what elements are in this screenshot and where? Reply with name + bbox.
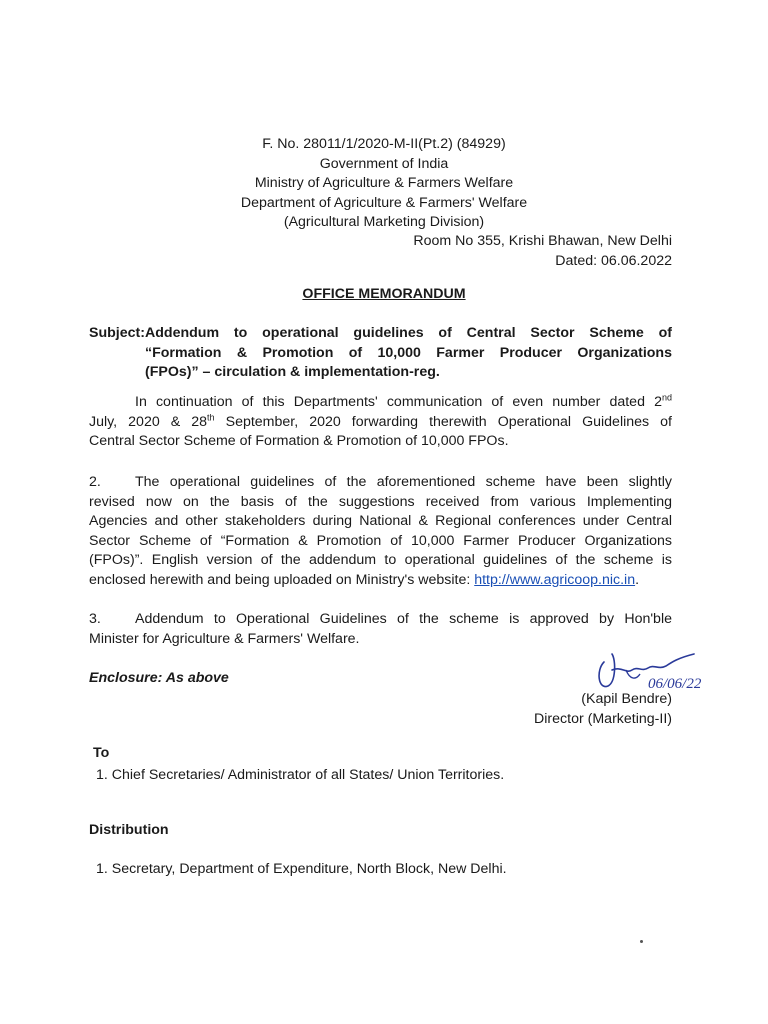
subject-line-3: (FPOs)” – circulation & implementation-reg.	[145, 364, 440, 380]
paragraph-2	[89, 473, 672, 590]
document-title: OFFICE MEMORANDUM	[302, 286, 466, 302]
para1-line-2	[89, 413, 672, 433]
signatory-name: (Kapil Bendre)	[581, 691, 672, 707]
para1-text-2a: July, 2020 & 28	[89, 413, 208, 430]
room-address: Room No 355, Krishi Bhawan, New Delhi	[413, 233, 672, 249]
subject-text-1: Addendum to operational guidelines of Central Sector Scheme of	[145, 325, 672, 341]
distribution-item: 1. Secretary, Department of Expenditure, North Block, New Delhi.	[96, 861, 507, 877]
address-block	[413, 232, 672, 271]
signatory-designation: Director (Marketing-II)	[534, 710, 672, 727]
subject-line-1	[89, 324, 672, 344]
para1-text-2b: September, 2020 forwarding therewith Operational Guidelines of	[214, 413, 672, 430]
scan-speck	[640, 940, 643, 943]
paragraph-1	[89, 393, 672, 452]
para2-text-1: The operational guidelines of the aforementioned scheme have been slightly	[135, 474, 672, 490]
para3-line-2: Minister for Agriculture & Farmers' Welfare.	[89, 630, 360, 647]
para2-line-4: Sector Scheme of “Formation & Promotion of 10,000 Farmer Producer Organizations	[89, 532, 672, 549]
signature-date: 06/06/22	[648, 676, 702, 692]
date-line: Dated: 06.06.2022	[555, 252, 672, 269]
para2-line-1	[89, 473, 672, 493]
para2-text-6: enclosed herewith and being uploaded on Ministry's website:	[89, 571, 475, 588]
paragraph-number: 3.	[89, 611, 101, 627]
file-number: F. No. 28011/1/2020-M-II(Pt.2) (84929)	[262, 136, 506, 152]
para3-line-1	[89, 610, 672, 630]
ministry-website-link[interactable]: http://www.agricoop.nic.in	[474, 571, 636, 588]
subject-label: Subject:	[89, 325, 145, 341]
superscript: nd	[661, 392, 672, 403]
ministry-line: Ministry of Agriculture & Farmers Welfare	[254, 175, 514, 191]
period: .	[635, 571, 640, 588]
para2-line-6	[89, 571, 672, 591]
government-line: Government of India	[319, 155, 449, 172]
para2-line-2: revised now on the basis of the suggestions received from various Implementing	[89, 493, 672, 510]
para2-line-3: Agencies and other stakeholders during National & Regional conferences under Central	[89, 513, 672, 529]
enclosure-note: Enclosure: As above	[89, 670, 229, 686]
para1-text-1: In continuation of this Departments' communication of even number dated 2	[135, 394, 662, 410]
recipient-item: 1. Chief Secretaries/ Administrator of all States/ Union Territories.	[96, 767, 505, 783]
division-line: (Agricultural Marketing Division)	[283, 214, 485, 230]
paragraph-3	[89, 610, 672, 649]
para2-line-5: (FPOs)”. English version of the addendum to operational guidelines of the scheme is	[89, 552, 672, 568]
distribution-label: Distribution	[89, 822, 169, 838]
para3-text-1: Addendum to Operational Guidelines of the scheme is approved by Hon'ble	[135, 611, 672, 627]
subject-line-2: “Formation & Promotion of 10,000 Farmer Producer Organizations	[145, 344, 672, 361]
letterhead	[0, 135, 768, 233]
to-label: To	[93, 745, 110, 761]
subject-block	[89, 324, 672, 383]
signatory-block	[534, 690, 672, 729]
department-line: Department of Agriculture & Farmers' Welfare	[240, 194, 528, 211]
para1-line-3: Central Sector Scheme of Formation & Promotion of 10,000 FPOs.	[89, 433, 509, 449]
superscript: th	[207, 411, 215, 422]
para1-line-1	[89, 393, 672, 413]
paragraph-number: 2.	[89, 474, 101, 490]
